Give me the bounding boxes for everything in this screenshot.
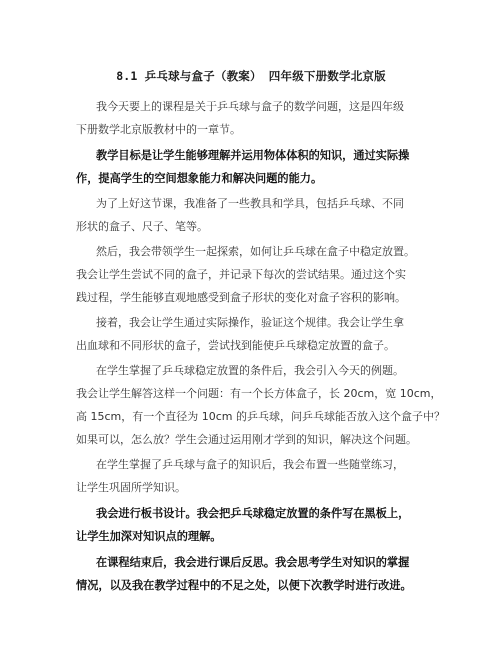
paragraph-line-bold: 在课程结束后，我会进行课后反思。我会思考学生对知识的掌握 <box>96 556 410 569</box>
paragraph-line-bold: 我会进行板书设计。我会把乒乓球稳定放置的条件写在黑板上， <box>96 507 410 520</box>
paragraph-line: 如果可以，怎么放？学生会通过运用刚才学到的知识，解决这个问题。 <box>76 433 417 446</box>
paragraph-line: 出血球和不同形状的盒子，尝试找到能使乒乓球稳定放置的盒子。 <box>76 339 395 352</box>
paragraph-line: 为了上好这节课，我准备了一些教具和学具，包括乒乓球、不同 <box>96 197 404 210</box>
paragraph-line: 我会让学生尝试不同的盒子，并记录下每次的尝试结果。通过这个实 <box>76 268 406 281</box>
paragraph-line: 在学生掌握了乒乓球稳定放置的条件后，我会引入今天的例题。 <box>96 364 404 377</box>
paragraph-line: 我今天要上的课程是关于乒乓球与盒子的数学问题，这是四年级 <box>96 100 404 113</box>
paragraph-line-bold: 作，提高学生的空间想象能力和解决问题的能力。 <box>76 172 323 185</box>
document-title: 8.1 乒乓球与盒子（教案） 四年级下册数学北京版 <box>116 69 386 83</box>
paragraph-line: 在学生掌握了乒乓球与盒子的知识后，我会布置一些随堂练习， <box>96 458 404 471</box>
paragraph-line: 高 15cm，有一个直径为 10cm 的乒乓球，问乒乓球能否放入这个盒子中？ <box>76 410 446 423</box>
paragraph-line-bold: 让学生加深对知识点的理解。 <box>76 530 222 543</box>
paragraph-line-bold: 教学目标是让学生能够理解并运用物体体积的知识，通过实际操 <box>96 149 410 162</box>
paragraph-line: 形状的盒子、尺子、笔等。 <box>76 220 208 233</box>
paragraph-line: 让学生巩固所学知识。 <box>76 481 186 494</box>
paragraph-line: 下册数学北京版教材中的一章节。 <box>76 123 241 136</box>
paragraph-line: 践过程，学生能够直观地感受到盒子形状的变化对盒子容积的影响。 <box>76 291 406 304</box>
paragraph-line: 接着，我会让学生通过实际操作，验证这个规律。我会让学生拿 <box>96 316 404 329</box>
paragraph-line-bold: 情况，以及我在教学过程中的不足之处，以便下次教学时进行改进。 <box>76 579 412 592</box>
paragraph-line: 我会让学生解答这样一个问题：有一个长方体盒子，长 20cm，宽 10cm， <box>76 387 442 400</box>
paragraph-line: 然后，我会带领学生一起探索，如何让乒乓球在盒子中稳定放置。 <box>96 245 415 258</box>
